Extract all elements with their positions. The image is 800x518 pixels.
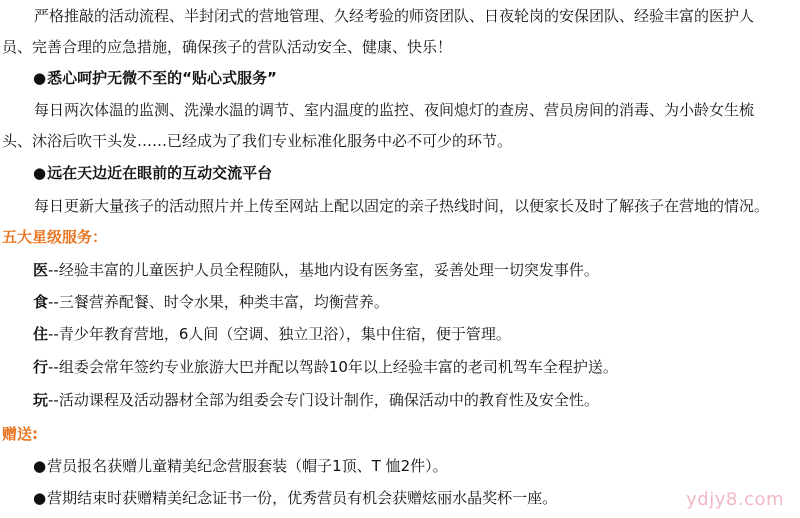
gift-item	[33, 456, 448, 476]
five-star-heading: 五大星级服务：	[2, 228, 108, 246]
service-text: --经验丰富的儿童医护人员全程随队，基地内设有医务室，妥善处理一切突发事件。	[48, 261, 599, 279]
service-item-activities	[33, 390, 599, 410]
bullet-icon: ●	[33, 164, 47, 182]
service-item-transport	[33, 357, 618, 377]
care-line-1: 每日两次体温的监测、洗澡水温的调节、室内温度的监控、夜间熄灯的查房、营员房间的消毒、为小龄女生梳	[34, 101, 755, 119]
service-text: --组委会常年签约专业旅游大巴并配以驾龄10年以上经验丰富的老司机驾车全程护送。	[48, 358, 618, 376]
watermark: ydjy8.com	[686, 489, 784, 510]
platform-heading-text: 远在天边近在眼前的互动交流平台	[47, 164, 273, 182]
service-item-lodging	[33, 324, 511, 344]
platform-line-1: 每日更新大量孩子的活动照片并上传至网站上配以固定的亲子热线时间，以便家长及时了解孩子在营地的情况。	[34, 197, 770, 215]
service-key: 医	[33, 261, 49, 279]
gift-text: 营员报名获赠儿童精美纪念营服套装（帽子1顶、T 恤2件）。	[47, 457, 448, 475]
service-text: --青少年教育营地，6人间（空调、独立卫浴），集中住宿，便于管理。	[48, 325, 511, 343]
gift-item	[33, 488, 557, 508]
platform-heading	[33, 163, 272, 183]
gift-text: 营期结束时获赠精美纪念证书一份，优秀营员有机会获赠炫丽水晶奖杯一座。	[47, 489, 558, 507]
care-line-2: 头、沐浴后吹干头发……已经成为了我们专业标准化服务中必不可少的环节。	[2, 132, 513, 150]
care-heading	[33, 68, 277, 88]
service-key: 玩	[33, 391, 49, 409]
bullet-icon: ●	[33, 457, 47, 475]
service-text: --三餐营养配餐、时令水果，种类丰富，均衡营养。	[48, 293, 389, 311]
service-key: 食	[33, 293, 49, 311]
service-text: --活动课程及活动器材全部为组委会专门设计制作，确保活动中的教育性及安全性。	[48, 391, 599, 409]
service-key: 行	[33, 358, 49, 376]
care-heading-text: 悉心呵护无微不至的“贴心式服务”	[47, 69, 277, 87]
intro-line-2: 员、完善合理的应急措施，确保孩子的营队活动安全、健康、快乐！	[2, 38, 453, 56]
service-item-medical	[33, 260, 599, 280]
intro-line-1: 严格推敲的活动流程、半封闭式的营地管理、久经考验的师资团队、日夜轮岗的安保团队、经验丰富的医护人	[34, 7, 755, 25]
service-key: 住	[33, 325, 49, 343]
service-item-food	[33, 292, 389, 312]
gifts-heading: 赠送:	[2, 425, 38, 443]
bullet-icon: ●	[33, 489, 47, 507]
bullet-icon: ●	[33, 69, 47, 87]
